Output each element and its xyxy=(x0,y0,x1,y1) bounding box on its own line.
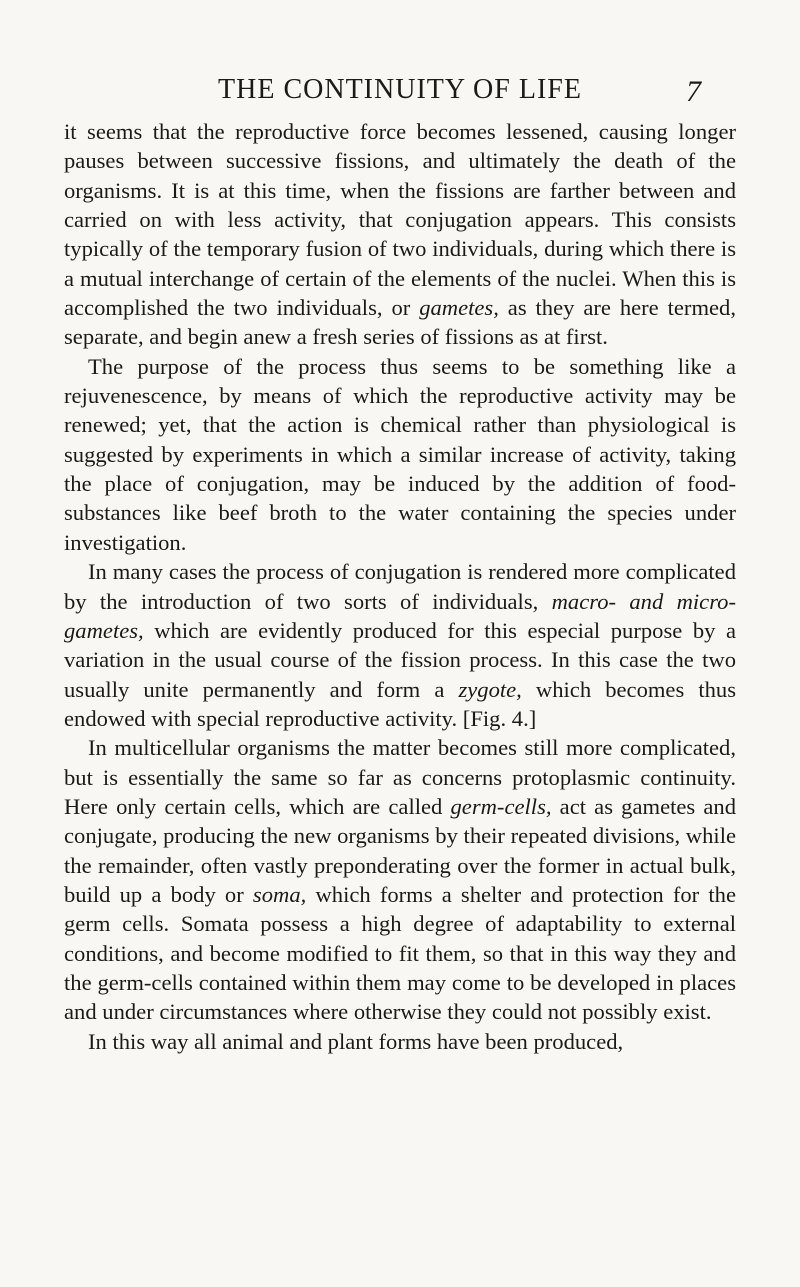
text-segment: which are evidently produced for this especial purpose by a variation in the usual course of the fission process. In this case the two usually unite permanently and form a xyxy=(64,617,736,702)
text-segment: which forms a shelter and protection for the germ cells. Somata possess a high degree of adaptability to external conditions, and become modified to fit them, so that in this way they and the germ-cells contained within them may come to be developed in places and under circumstances where otherwise they could not possibly exist. xyxy=(64,881,736,1025)
italic-term-gametes: gametes, xyxy=(419,295,499,321)
text-segment: In many cases the process of conjugation is rendered more complicated by the introduction of two sorts of individuals, xyxy=(64,559,736,614)
page-number: 7 xyxy=(686,75,701,108)
italic-term-germ-cells: germ-cells, xyxy=(450,793,552,819)
paragraph-3 xyxy=(64,557,736,733)
paragraph-4 xyxy=(64,733,736,1026)
paragraph-1 xyxy=(64,117,736,352)
text-segment: In multicellular organisms the matter becomes still more complicated, but is essentially the same so far as concerns protoplasmic continuity. Here only certain cells, which are called xyxy=(64,735,736,819)
body-text xyxy=(64,117,736,1056)
text-segment: it seems that the reproductive force becomes lessened, causing longer pauses between successive fissions, and ultimately the death of the organisms. It is at this time, when the fissions are farther between and carried on with less activity, that conjugation appears. This consists typically of the temporary fusion of two individuals, during which there is a mutual interchange of certain of the elements of the nuclei. When this is accomplished the two individuals, or xyxy=(64,119,736,321)
italic-term-macro-micro-gametes: macro- and micro-gametes, xyxy=(64,588,736,643)
text-segment: as they are here termed, separate, and begin anew a fresh series of fissions as at first. xyxy=(64,295,737,350)
text-segment: act as gametes and conjugate, producing the new organisms by their repeated divisions, while the remainder, often vastly preponderating over the former in actual bulk, build up a body or xyxy=(64,793,736,907)
italic-term-zygote: zygote, xyxy=(458,676,522,702)
paragraph-2 xyxy=(64,352,736,557)
text-segment: In this way all animal and plant forms have been produced, xyxy=(88,1028,624,1054)
paragraph-5 xyxy=(64,1027,736,1056)
running-head xyxy=(0,70,800,110)
text-segment: The purpose of the process thus seems to be something like a rejuvenescence, by means of which the reproductive activity may be renewed; yet, that the action is chemical rather than physiological is suggested by experiments in which a similar increase of activity, taking the place of conjugation, may be induced by the addition of food-substances like beef broth to the water containing the species under investigation. xyxy=(64,353,736,555)
text-segment: which becomes thus endowed with special reproductive activity. [Fig. 4.] xyxy=(64,676,737,731)
page-title: THE CONTINUITY OF LIFE xyxy=(218,74,582,105)
italic-term-soma: soma, xyxy=(252,881,307,907)
